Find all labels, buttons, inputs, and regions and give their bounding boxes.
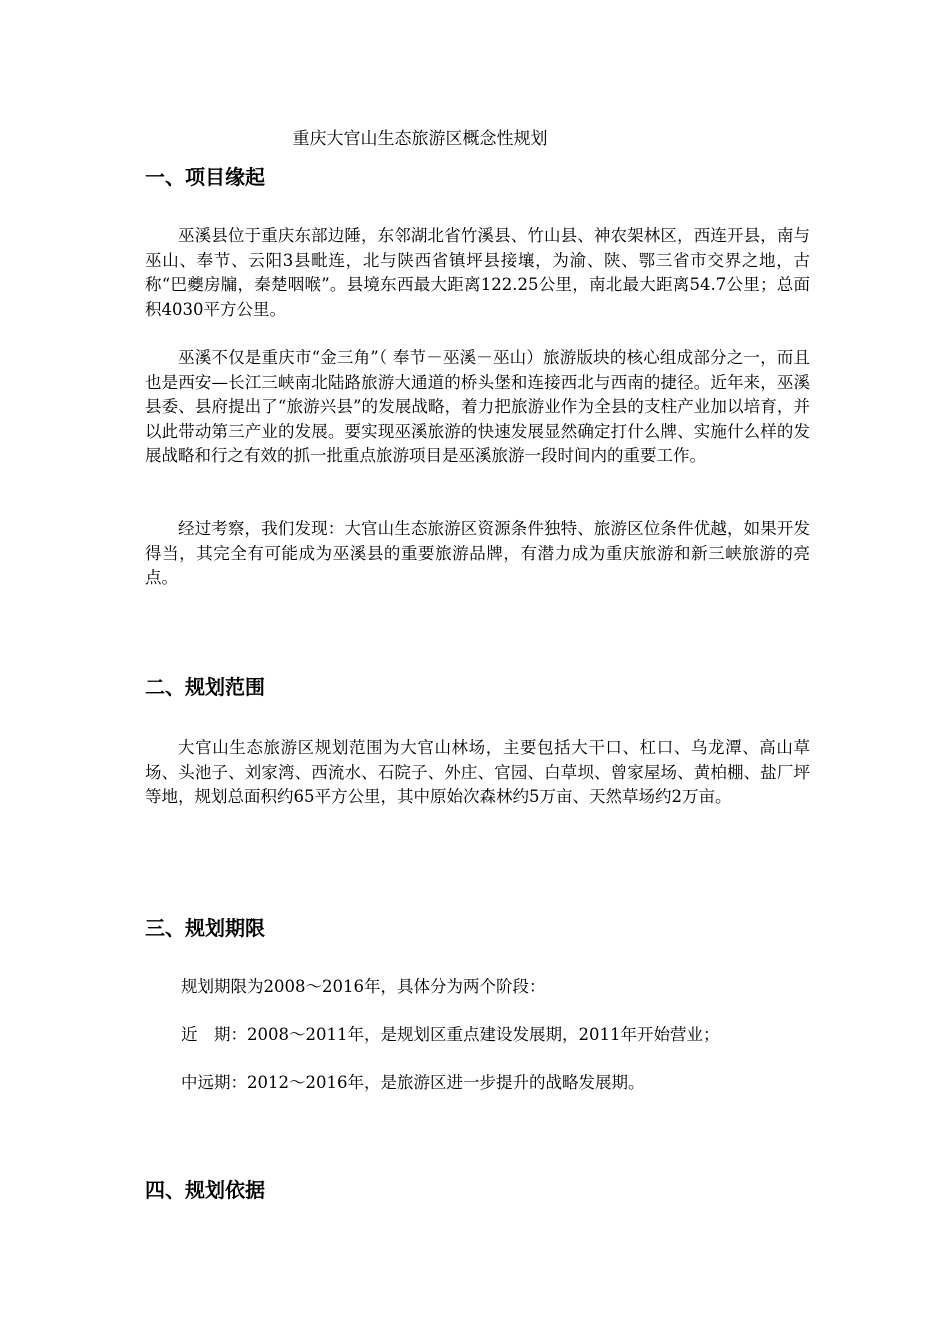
- section-heading-origin: 一、项目缘起: [145, 165, 265, 189]
- paragraph-location: 巫溪县位于重庆东部边陲，东邻湖北省竹溪县、竹山县、神农架林区，西连开县，南与巫山、奉节、云阳3县毗连，北与陕西省镇坪县接壤，为渝、陕、鄂三省市交界之地，古称“巴夔房牖，秦楚咽喉”。县境东西最大距离122.25公里，南北最大距离54.7公里；总面积4030平方公里。: [145, 226, 810, 319]
- paragraph-survey-findings: 经过考察，我们发现：大官山生态旅游区资源条件独特、旅游区位条件优越，如果开发得当，其完全有可能成为巫溪县的重要旅游品牌，有潜力成为重庆旅游和新三峡旅游的亮点。: [145, 519, 810, 587]
- period-overview: 规划期限为2008～2016年，具体分为两个阶段：: [181, 977, 546, 996]
- paragraph-tourism-strategy: 巫溪不仅是重庆市“金三角”（ 奉节－巫溪－巫山）旅游版块的核心组成部分之一，而且也是西安—长江三峡南北陆路旅游大通道的桥头堡和连接西北与西南的捷径。近年来，巫溪县委、县府提出了“旅游兴县”的发展战略，着力把旅游业作为全县的支柱产业加以培育，并以此带动第三产业的发展。要实现巫溪旅游的快速发展显然确定打什么牌、实施什么样的发展战略和行之有效的抓一批重点旅游项目是巫溪旅游一段时间内的重要工作。: [145, 348, 810, 465]
- section-heading-period: 三、规划期限: [145, 916, 265, 940]
- period-near-term: 近 期：2008～2011年，是规划区重点建设发展期，2011年开始营业；: [181, 1025, 720, 1044]
- paragraph-planning-scope: 大官山生态旅游区规划范围为大官山林场，主要包括大干口、杠口、乌龙潭、高山草场、头池子、刘家湾、西流水、石院子、外庄、官园、白草坝、曾家屋场、黄柏棚、盐厂坪等地，规划总面积约65平方公里，其中原始次森林约5万亩、天然草场约2万亩。: [145, 738, 810, 806]
- period-long-term: 中远期：2012～2016年，是旅游区进一步提升的战略发展期。: [181, 1073, 645, 1092]
- document-title: 重庆大官山生态旅游区概念性规划: [292, 129, 548, 149]
- section-heading-basis: 四、规划依据: [145, 1178, 265, 1202]
- section-heading-scope: 二、规划范围: [145, 675, 265, 699]
